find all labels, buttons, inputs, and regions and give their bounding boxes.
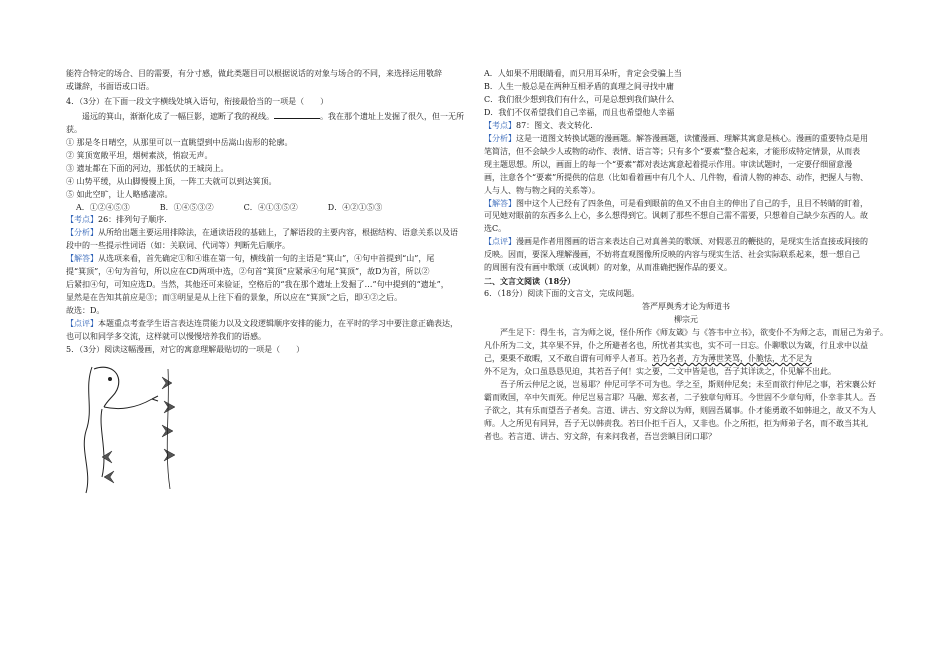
article-line-8: 师。人之所见有同异，吾子无以韩责我。若曰仆拒千百人，又非也。仆之所拒，拒为师弟子名，而不敢当其礼: [484, 418, 868, 428]
kaodian-text: 87：图文、表文转化.: [516, 120, 593, 130]
jieda-tag: 【解答】: [484, 198, 516, 208]
q4-option-c: C．④①③⑤②: [243, 202, 298, 212]
section-title: 二、文言文阅读（18分）: [484, 276, 576, 287]
q4-jieda-line-4: 显然是在告知其前应是③；而③明显是从上往下看的景象，所以应在“箕顶”之后，即④②之后。: [66, 293, 403, 303]
q5-jieda: [484, 198, 888, 211]
q5-fenxi: [484, 133, 888, 146]
fenxi-tag: 【分析】: [66, 228, 98, 238]
q5-fenxi-line-5: 人与人、物与物之间的关系等）。: [484, 185, 600, 195]
dianping-line-1: 漫画是作者用图画的语言来表达自己对真善美的歌颂、对假恶丑的鞭挞的，是现实生活直接或间接的: [516, 237, 868, 247]
article-line-7: 子欲之，其有乐而望吾子者矣。言道、讲古、穷文辞以为师，则固吾属事。仆才能勇敢不如韩退之，故又不为人: [484, 405, 876, 415]
q4-jieda-line-2: 提“箕顶”，④句为首句，所以应在CD两项中选，②句首“箕顶”应紧承④句尾“箕顶”，故D为首，所以②: [66, 267, 430, 277]
fenxi-tag: 【分析】: [484, 133, 516, 143]
q5-dianping: [484, 236, 888, 249]
q4-dianping-line-2: 也可以和同学多交流，这样就可以慢慢培养我们的语感。: [66, 332, 266, 342]
dianping-tag: 【点评】: [484, 237, 516, 247]
kaodian-tag: 【考点】: [66, 215, 98, 225]
q5-option-b: B．人生一般总是在两种互相矛盾的真理之间寻找中庸: [484, 81, 674, 91]
intro-line-1: 能符合特定的场合、目的需要，有分寸感，做此类题目可以根据说话的对象与场合的不同，来选择运用敬辞: [66, 69, 442, 78]
intro-line-2: 或谦辞，书面语或口语。: [66, 81, 154, 91]
q4-option-b: B．①④⑤③②: [159, 202, 214, 212]
q4-item-2: ② 箕顶宽敞平坦，烟树素淡，悄寂无声。: [66, 150, 213, 160]
article-author: 柳宗元: [674, 315, 698, 325]
left-column: [66, 68, 476, 504]
q4-passage-before: 遥远的箕山，渐渐化成了一幅巨影，遮断了我的视线。: [82, 111, 274, 121]
q4-item-1: ① 那是冬日晴空，从那里可以一直眺望到中岳嵩山齿形的轮廓。: [66, 137, 293, 147]
q5-dianping-line-2: 反映。因而，要深入理解漫画，不妨将直观图像所反映的内容与现实生活、社会实际联系起来，想一想自己: [484, 250, 860, 260]
article-line-5: 吾子所云仲尼之说，岂易耶？仲尼可学不可为也。学之至，斯则仲尼矣；未至而欲行仲尼之事，若宋襄公好: [500, 379, 876, 389]
fenxi-line-1: 从所给出题主要运用排除法，在通读语段的基础上，了解语段的主要内容，根据结构、语意关系以及语: [98, 228, 458, 238]
article-line-6: 霸而败国，卒中矢而死。仲尼岂易言耶？马融、郑玄者，二子独章句师耳。今世固不少章句师，仆幸非其人。吾: [484, 392, 876, 402]
q5-option-d: D．我们不仅希望我们自己幸福，而且也希望他人幸福: [484, 107, 675, 117]
dianping-line-1: 本题重点考查学生语言表达连贯能力以及文段逻辑顺序安排的能力，在平时的学习中要注意正确表达，: [98, 319, 458, 329]
q4-jieda-line-3: 后紧扣④句，可知应选D。当然，其他还可来验证，空格后的“我在那个遗址上发掘了…”句中提到的“遗址”，: [66, 280, 449, 290]
article-title: 答严厚舆秀才论为师道书: [642, 302, 730, 312]
q5-jieda-line-3: 选C。: [484, 224, 507, 234]
jieda-line-1: 从选项来看，首先确定①和④谁在第一句，横线前一句的主语是“箕山”，④句中首提到“山”，尾: [98, 254, 435, 264]
jieda-tag: 【解答】: [66, 254, 98, 264]
q5-jieda-line-2: 可见她对眼前的东西多么上心，多么想得到它。讽刺了那些不想自己需不需要，只想着自己缺少东西的人。故: [484, 211, 868, 221]
q4-item-5: ⑤ 如此空旷，让人略感凄凉。: [66, 189, 173, 199]
dianping-tag: 【点评】: [66, 319, 98, 329]
q4-answer: 故选：D。: [66, 306, 105, 316]
q5-option-a: A．人如果不用眼睛看，而只用耳朵听，肯定会受骗上当: [484, 69, 682, 78]
cartoon-illustration: [72, 359, 192, 499]
q4-fenxi-line-2: 段中的一些提示性词语（如：关联词、代词等）判断先后顺序。: [66, 241, 290, 251]
article-line-1: 严生足下：得生书，言为师之说，怪仆所作《师友箴》与《答韦中立书》，欲变仆不为师之志，而屈己为弟子。: [500, 328, 888, 338]
q4-passage-line2: 获。: [66, 124, 82, 134]
q4-dianping: [66, 318, 476, 331]
article-line-3: [484, 353, 888, 366]
kaodian-tag: 【考点】: [484, 120, 516, 130]
q5-stem: 5．（3分）阅读这幅漫画，对它的寓意理解最贴切的一项是（ ）: [66, 345, 305, 355]
q4-options: [66, 202, 476, 215]
q5-fenxi-line-4: 画，注意各个“要素”所提供的信息（比如看着画中有几个人、几件物，看清人物的神态、动作，把握人与物、: [484, 172, 869, 182]
q4-passage: [66, 109, 476, 124]
q4-item-4: ④ 山势平缓，从山脚慢慢上顶，一阵工夫就可以到达箕顶。: [66, 176, 277, 186]
q4-stem: 4．（3分）在下面一段文字横线处填入语句，衔接最恰当的一项是（ ）: [66, 96, 329, 106]
q4-item-3: ③ 遗址都在下面的河边，那低伏的王城岗上。: [66, 163, 229, 173]
article-line-4: 外不足为，众口虽恳恳见迫，其若吾子何！实之要，二文中皆是也，吾子其详读之，仆见解不出此。: [484, 366, 836, 376]
q4-blank: [274, 109, 320, 119]
jieda-line-1: 图中这个人已经有了四条鱼，可是看到眼前的鱼又不由自主的伸出了自己的手，且目不转睛的盯着，: [516, 198, 868, 208]
article-line-3-text: 己，栗栗不敢暇，又不敢自谓有可师乎人者耳。: [484, 353, 652, 363]
q4-option-a: A．①②④⑤③: [76, 202, 130, 212]
right-column: [484, 68, 888, 444]
article-line-2: 凡仆所为二文，其卒果不异，仆之所避者名也，所忧者其实也，实不可一日忘。仆聊歌以为箴，行且求中以益: [484, 341, 868, 351]
q5-fenxi-line-2: 笔简洁，但不会缺少人或物的动作、表情、语言等；只有多个“要素”整合起来，才能形成特定情景，从而表: [484, 146, 861, 156]
q4-option-d: D．④②①⑤③: [327, 202, 383, 212]
q4-jieda: [66, 253, 476, 266]
q5-dianping-line-3: 的周围有没有画中歌颂（或讽刺）的对象，从而准确把握作品的要义。: [484, 263, 732, 273]
fenxi-line-1: 这是一道图文转换试题的漫画题。解答漫画题，读懂漫画、理解其寓意是核心。漫画的重要特点是用: [516, 133, 868, 143]
article-line-9: 者也。若言道、讲古、穷文辞，有来问我者，吾岂尝瞋目闭口耶？: [484, 431, 716, 441]
q4-kaodian: [66, 214, 476, 227]
q5-kaodian: [484, 120, 888, 133]
wavy-underlined-phrase: 若乃名者，方为薄世笑骂，仆脆怯，尤不足为: [652, 353, 812, 363]
q6-stem: 6．（18分）阅读下面的文言文，完成问题。: [484, 289, 640, 299]
kaodian-text: 26：排列句子顺序.: [98, 215, 167, 225]
q5-fenxi-line-3: 现主题思想。所以，画面上的每一个“要素”都对表达寓意起着提示作用。审读试题时，一定要仔细留意漫: [484, 159, 853, 169]
q4-fenxi: [66, 227, 476, 240]
q4-passage-after: 。我在那个遗址上发掘了很久，但一无所: [320, 111, 464, 121]
q5-option-c: C．我们很少想到我们有什么，可是总想到我们缺什么: [484, 94, 675, 104]
